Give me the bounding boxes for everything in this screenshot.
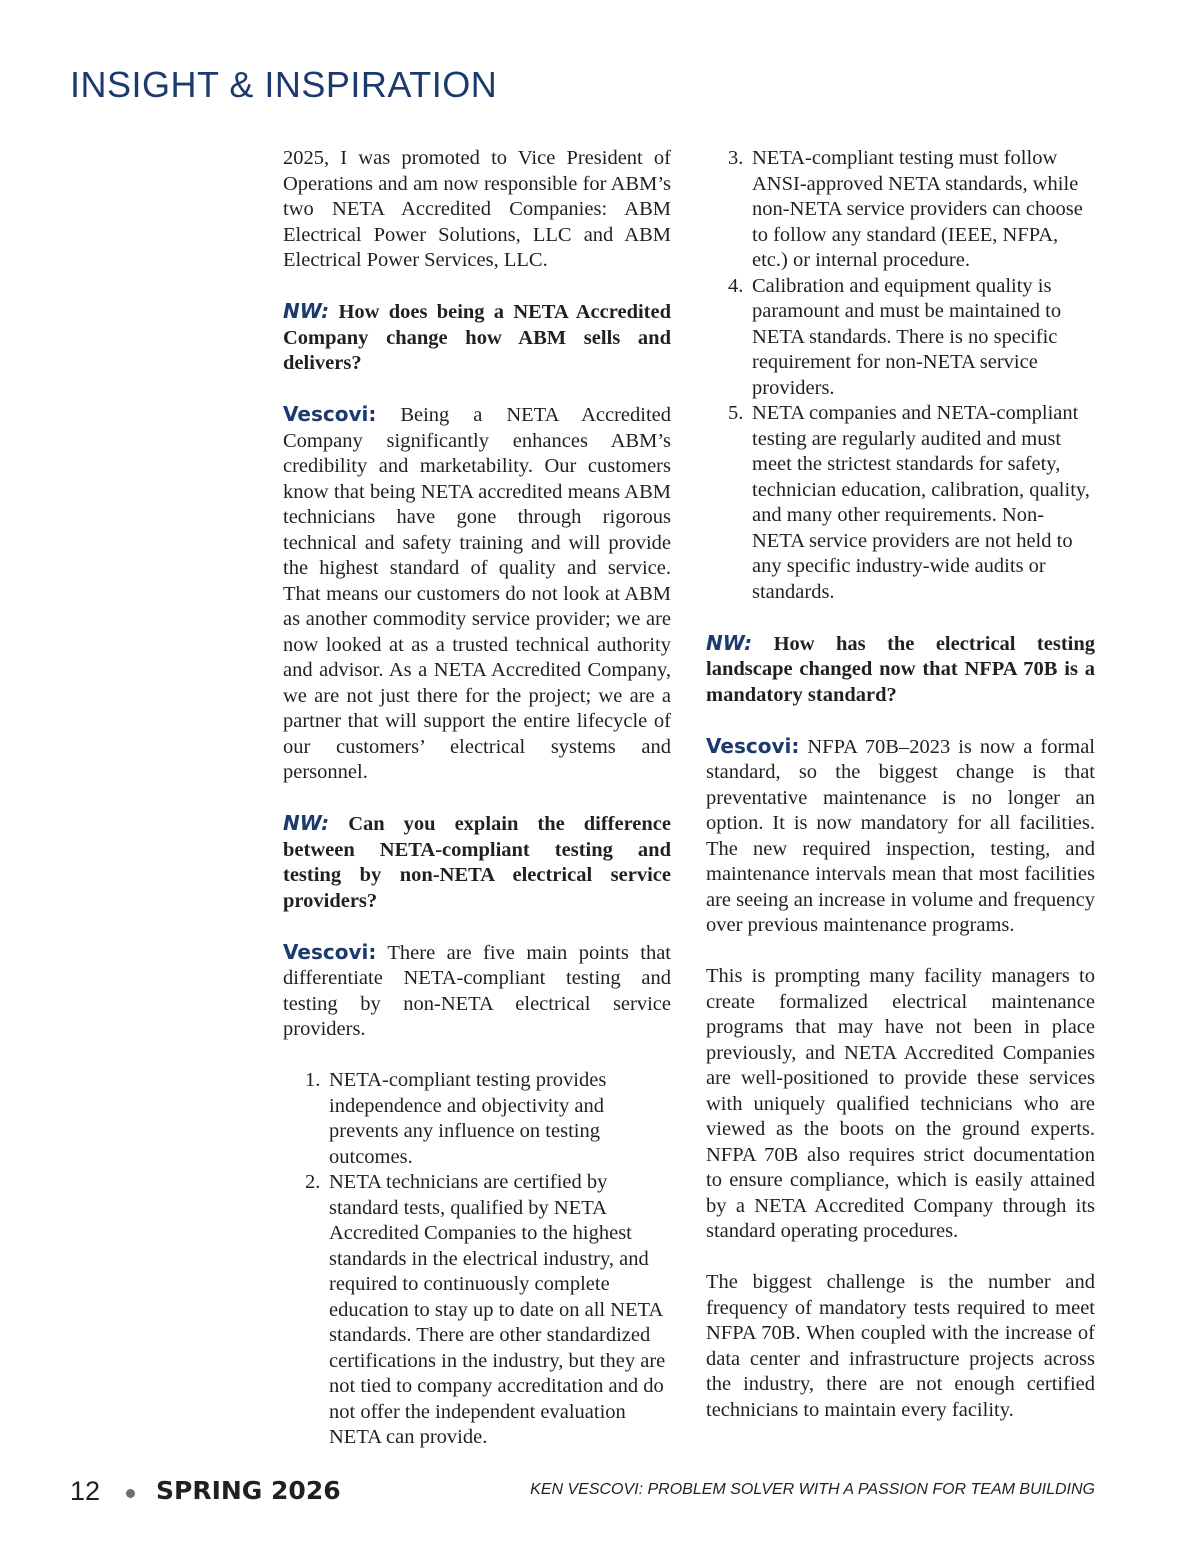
answer-2 <box>283 940 671 1043</box>
answer-1 <box>283 402 671 786</box>
list-item-text: NETA technicians are certified by standard tests, qualified by NETA Accredited Companies to the highest standards in the electrical industry, and required to continuously complete education to stay up to date on all NETA standards. There are other standardized certifications in the industry, but they are not tied to company accreditation and do not offer the independent evaluation NETA can provide. <box>329 1171 666 1448</box>
list-item-text: NETA-compliant testing must follow ANSI-approved NETA standards, while non-NETA service providers can choose to follow any standard (IEEE, NFPA, etc.) or internal procedure. <box>752 147 1083 271</box>
answer-tag: Vescovi: <box>283 939 377 964</box>
answer-3 <box>706 734 1095 939</box>
answer-3-paragraph-2: This is prompting many facility managers to create formalized electrical maintenance programs that may have not been in place previously, and NETA Accredited Companies are well-positioned to provide these services with uniquely qualified technicians who are viewed as the boots on the ground experts. NFPA 70B also requires strict documentation to ensure compliance, which is easily attained by a NETA Accredited Company through its standard operating procedures. <box>706 965 1095 1242</box>
answer-tag: Vescovi: <box>283 402 377 426</box>
list-item-text: NETA-compliant testing provides independence and objectivity and prevents any influence on testing outcomes. <box>329 1069 607 1168</box>
list-item <box>305 1068 671 1170</box>
question-tag: NW: <box>706 630 753 655</box>
section-title: INSIGHT & INSPIRATION <box>70 64 498 105</box>
question-tag: NW: <box>283 811 330 835</box>
question-2 <box>283 811 671 914</box>
list-item-text: NETA companies and NETA-compliant testing are regularly audited and must meet the strictest standards for safety, technician education, calibration, quality, and many other requirements. Non-NETA service providers are not held to any specific industry-wide audits or standards. <box>752 402 1090 603</box>
answer-3-paragraph-3: The biggest challenge is the number and frequency of mandatory tests required to meet NFPA 70B. When coupled with the increase of data center and infrastructure projects across the industry, there are not enough certified technicians to maintain every facility. <box>706 1271 1095 1421</box>
list-item <box>305 1170 671 1451</box>
question-2-text: Can you explain the difference between NETA-compliant testing and testing by non-NETA electrical service providers? <box>283 813 671 912</box>
right-column <box>706 146 1095 1449</box>
differences-list-part-1 <box>283 1068 671 1451</box>
list-item <box>728 274 1095 402</box>
list-item-number: 4. <box>728 274 744 297</box>
question-1 <box>283 299 671 377</box>
answer-1-text: Being a NETA Accredited Company significantly enhances ABM’s credibility and marketability. Our customers know that being NETA accredited means ABM technicians have gone through rigorous technical and safety training and will provide the highest standard of quality and service. That means our customers do not look at ABM as another commodity service provider; we are now looked at as a trusted technical authority and advisor. As a NETA Accredited Company, we are not just there for the project; we are a partner that will support the entire lifecycle of our customers’ electrical systems and personnel. <box>283 404 672 783</box>
question-3-text: How has the electrical testing landscape changed now that NFPA 70B is a mandatory standard? <box>706 632 1095 706</box>
list-item-text: Calibration and equipment quality is paramount and must be maintained to NETA standards. There is no specific requirement for non-NETA service providers. <box>752 274 1062 399</box>
question-1-text: How does being a NETA Accredited Company change how ABM sells and delivers? <box>283 301 672 374</box>
list-item-number: 5. <box>728 402 744 424</box>
left-column <box>283 146 671 1476</box>
list-item-number: 3. <box>728 147 744 169</box>
bullet-separator-icon <box>126 1489 135 1498</box>
running-title: KEN VESCOVI: PROBLEM SOLVER WITH A PASSION FOR TEAM BUILDING <box>530 1481 1095 1498</box>
answer-3-text: NFPA 70B–2023 is now a formal standard, so the biggest change is that preventative maintenance is no longer an option. It is now mandatory for all facilities. The new required inspection, testing, and maintenance intervals mean that most facilities are seeing an increase in volume and frequency over previous maintenance programs. <box>706 735 1096 936</box>
answer-2-text: There are five main points that differentiate NETA-compliant testing and testing by non-NETA electrical service providers. <box>283 941 671 1040</box>
list-item-number: 2. <box>305 1171 321 1193</box>
question-3 <box>706 631 1095 709</box>
differences-list-part-2 <box>706 146 1095 605</box>
issue-label: SPRING 2026 <box>156 1476 341 1505</box>
page-number: 12 <box>70 1476 101 1506</box>
intro-paragraph: 2025, I was promoted to Vice President of Operations and am now responsible for ABM’s two NETA Accredited Companies: ABM Electrical Power Solutions, LLC and ABM Electrical Power Services, LLC. <box>283 147 671 271</box>
list-item-number: 1. <box>305 1069 321 1091</box>
list-item <box>728 146 1095 274</box>
list-item <box>728 401 1095 605</box>
answer-tag: Vescovi: <box>706 733 800 758</box>
question-tag: NW: <box>283 299 330 323</box>
